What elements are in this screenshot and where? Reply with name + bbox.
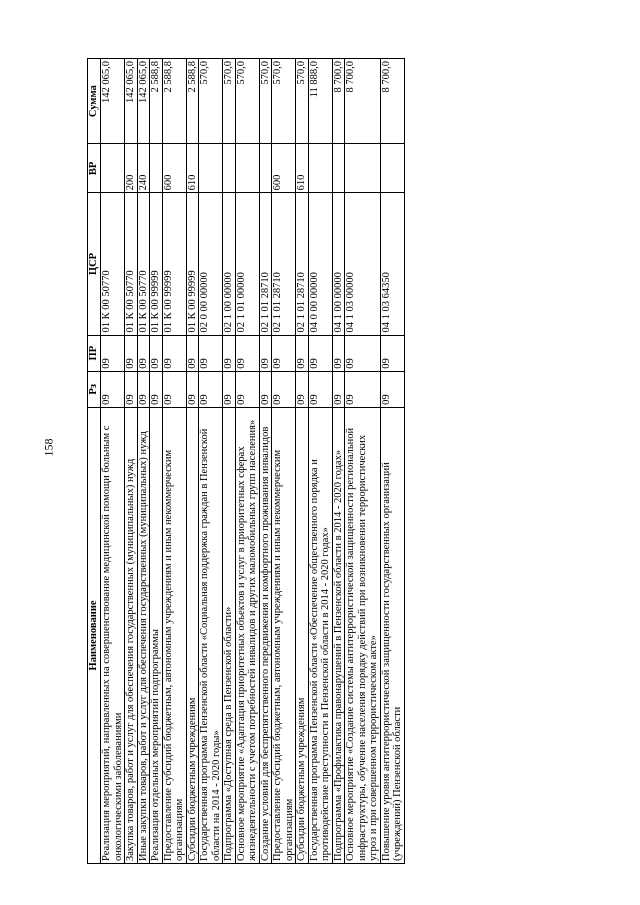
header-rz: Рз: [88, 371, 101, 407]
table-row: [380, 59, 404, 864]
cell-pr: 09: [235, 335, 259, 371]
cell-vr: 610: [186, 144, 199, 193]
cell-vr: 610: [296, 144, 309, 193]
cell-name: Предоставление субсидий бюджетным, автономным учреждениям и иным некоммерческим организациям: [162, 407, 186, 863]
cell-name: Субсидии бюджетным учреждениям: [186, 407, 199, 863]
cell-name: Предоставление субсидий бюджетным, автономным учреждениям и иным некоммерческим организациям: [272, 407, 296, 863]
cell-rz: 09: [101, 371, 125, 407]
table-row: [308, 59, 332, 864]
cell-name: Подпрограмма «Доступная среда в Пензенской области»: [223, 407, 236, 863]
cell-rz: 09: [186, 371, 199, 407]
table-row: [235, 59, 259, 864]
cell-csr: 02 0 00 00000: [199, 193, 223, 335]
cell-pr: 09: [332, 335, 345, 371]
cell-pr: 09: [101, 335, 125, 371]
table-row: [259, 59, 272, 864]
cell-sum: 570,0: [199, 59, 223, 144]
cell-vr: [223, 144, 236, 193]
cell-name: Повышение уровня антитеррористической защищенности государственных организаций (учреждений) Пензенской области: [380, 407, 404, 863]
cell-name: Реализация отдельных мероприятий подпрограммы: [150, 407, 163, 863]
cell-rz: 09: [199, 371, 223, 407]
cell-rz: 09: [345, 371, 381, 407]
cell-sum: 570,0: [223, 59, 236, 144]
cell-rz: 09: [259, 371, 272, 407]
cell-csr: 02 1 01 28710: [272, 193, 296, 335]
cell-name: Основное мероприятие «Адаптация приоритетных объектов и услуг в приоритетных сферах жизнедеятельности с учетом потребностей инвалидов и других маломобильных групп населения»: [235, 407, 259, 863]
cell-pr: 09: [150, 335, 163, 371]
cell-pr: 09: [199, 335, 223, 371]
cell-csr: 04 1 03 64350: [380, 193, 404, 335]
cell-name: Подпрограмма «Профилактика правонарушений в Пензенской области в 2014 - 2020 годах»: [332, 407, 345, 863]
cell-sum: 2 588,8: [150, 59, 163, 144]
cell-csr: 04 0 00 00000: [308, 193, 332, 335]
table-row: [296, 59, 309, 864]
cell-rz: 09: [150, 371, 163, 407]
cell-vr: [308, 144, 332, 193]
cell-pr: 09: [308, 335, 332, 371]
cell-rz: 09: [380, 371, 404, 407]
cell-name: Создание условий для беспрепятственного передвижения и комфортного проживания инвалидов: [259, 407, 272, 863]
table-row: [101, 59, 125, 864]
cell-csr: 04 1 00 00000: [332, 193, 345, 335]
cell-csr: 02 1 00 00000: [223, 193, 236, 335]
cell-rz: 09: [162, 371, 186, 407]
cell-vr: 600: [272, 144, 296, 193]
cell-pr: 09: [345, 335, 381, 371]
cell-rz: 09: [235, 371, 259, 407]
cell-pr: 09: [125, 335, 138, 371]
cell-vr: [332, 144, 345, 193]
cell-vr: [101, 144, 125, 193]
table-row: [125, 59, 138, 864]
cell-pr: 09: [296, 335, 309, 371]
cell-name: Закупка товаров, работ и услуг для обеспечения государственных (муниципальных) нужд: [125, 407, 138, 863]
cell-vr: 240: [137, 144, 150, 193]
table-row: [345, 59, 381, 864]
cell-csr: 02 1 01 00000: [235, 193, 259, 335]
cell-csr: 01 К 00 50770: [101, 193, 125, 335]
header-name: Наименование: [88, 407, 101, 863]
cell-rz: 09: [125, 371, 138, 407]
cell-name: Иные закупки товаров, работ и услуг для обеспечения государственных (муниципальных) нужд: [137, 407, 150, 863]
cell-sum: 570,0: [235, 59, 259, 144]
cell-vr: [150, 144, 163, 193]
cell-sum: 8 700,0: [345, 59, 381, 144]
cell-sum: 570,0: [272, 59, 296, 144]
cell-name: Государственная программа Пензенской области «Обеспечение общественного порядка и противодействие преступности в Пензенской области в 2014 - 2020 годах»: [308, 407, 332, 863]
table-row: [272, 59, 296, 864]
cell-rz: 09: [296, 371, 309, 407]
cell-name: Государственная программа Пензенской области «Социальная поддержка граждан в Пензенской области на 2014 - 2020 годы»: [199, 407, 223, 863]
table-row: [223, 59, 236, 864]
cell-sum: 2 588,8: [186, 59, 199, 144]
cell-csr: 01 К 00 50770: [137, 193, 150, 335]
rotated-table-container: [87, 58, 557, 864]
cell-sum: 8 700,0: [332, 59, 345, 144]
cell-rz: 09: [137, 371, 150, 407]
cell-vr: [199, 144, 223, 193]
cell-pr: 09: [137, 335, 150, 371]
cell-pr: 09: [186, 335, 199, 371]
table-row: [150, 59, 163, 864]
page-number: 158: [41, 438, 56, 457]
cell-rz: 09: [332, 371, 345, 407]
cell-sum: 8 700,0: [380, 59, 404, 144]
table-row: [199, 59, 223, 864]
cell-sum: 142 065,0: [101, 59, 125, 144]
table-row: [162, 59, 186, 864]
cell-vr: 200: [125, 144, 138, 193]
cell-name: Субсидии бюджетным учреждениям: [296, 407, 309, 863]
cell-csr: 02 1 01 28710: [296, 193, 309, 335]
budget-table: [87, 58, 405, 864]
cell-sum: 11 888,0: [308, 59, 332, 144]
cell-vr: [380, 144, 404, 193]
cell-sum: 2 588,8: [162, 59, 186, 144]
cell-csr: 04 1 03 00000: [345, 193, 381, 335]
cell-name: Реализация мероприятий, направленных на совершенствование медицинской помощи больным с онкологическими заболеваниями: [101, 407, 125, 863]
cell-vr: [259, 144, 272, 193]
cell-name: Основное мероприятие «Создание системы антитеррористической защищенности региональной инфраструктуры, обучение населения порядку действий при возникновении террористических угроз и при совершенном террористическом акте»: [345, 407, 381, 863]
cell-vr: 600: [162, 144, 186, 193]
cell-rz: 09: [223, 371, 236, 407]
cell-pr: 09: [259, 335, 272, 371]
cell-csr: 01 К 00 50770: [125, 193, 138, 335]
cell-csr: 02 1 01 28710: [259, 193, 272, 335]
header-pr: ПР: [88, 335, 101, 371]
cell-sum: 142 065,0: [137, 59, 150, 144]
table-row: [137, 59, 150, 864]
cell-sum: 142 065,0: [125, 59, 138, 144]
cell-vr: [345, 144, 381, 193]
cell-sum: 570,0: [296, 59, 309, 144]
header-csr: ЦСР: [88, 193, 101, 335]
cell-rz: 09: [308, 371, 332, 407]
table-row: [186, 59, 199, 864]
table-header-row: [88, 59, 101, 864]
cell-sum: 570,0: [259, 59, 272, 144]
cell-csr: 01 К 00 99999: [150, 193, 163, 335]
cell-rz: 09: [272, 371, 296, 407]
cell-csr: 01 К 00 99999: [162, 193, 186, 335]
cell-vr: [235, 144, 259, 193]
header-sum: Сумма: [88, 59, 101, 144]
table-row: [332, 59, 345, 864]
cell-pr: 09: [223, 335, 236, 371]
header-vr: ВР: [88, 144, 101, 193]
cell-pr: 09: [380, 335, 404, 371]
cell-csr: 01 К 00 99999: [186, 193, 199, 335]
cell-pr: 09: [272, 335, 296, 371]
cell-pr: 09: [162, 335, 186, 371]
